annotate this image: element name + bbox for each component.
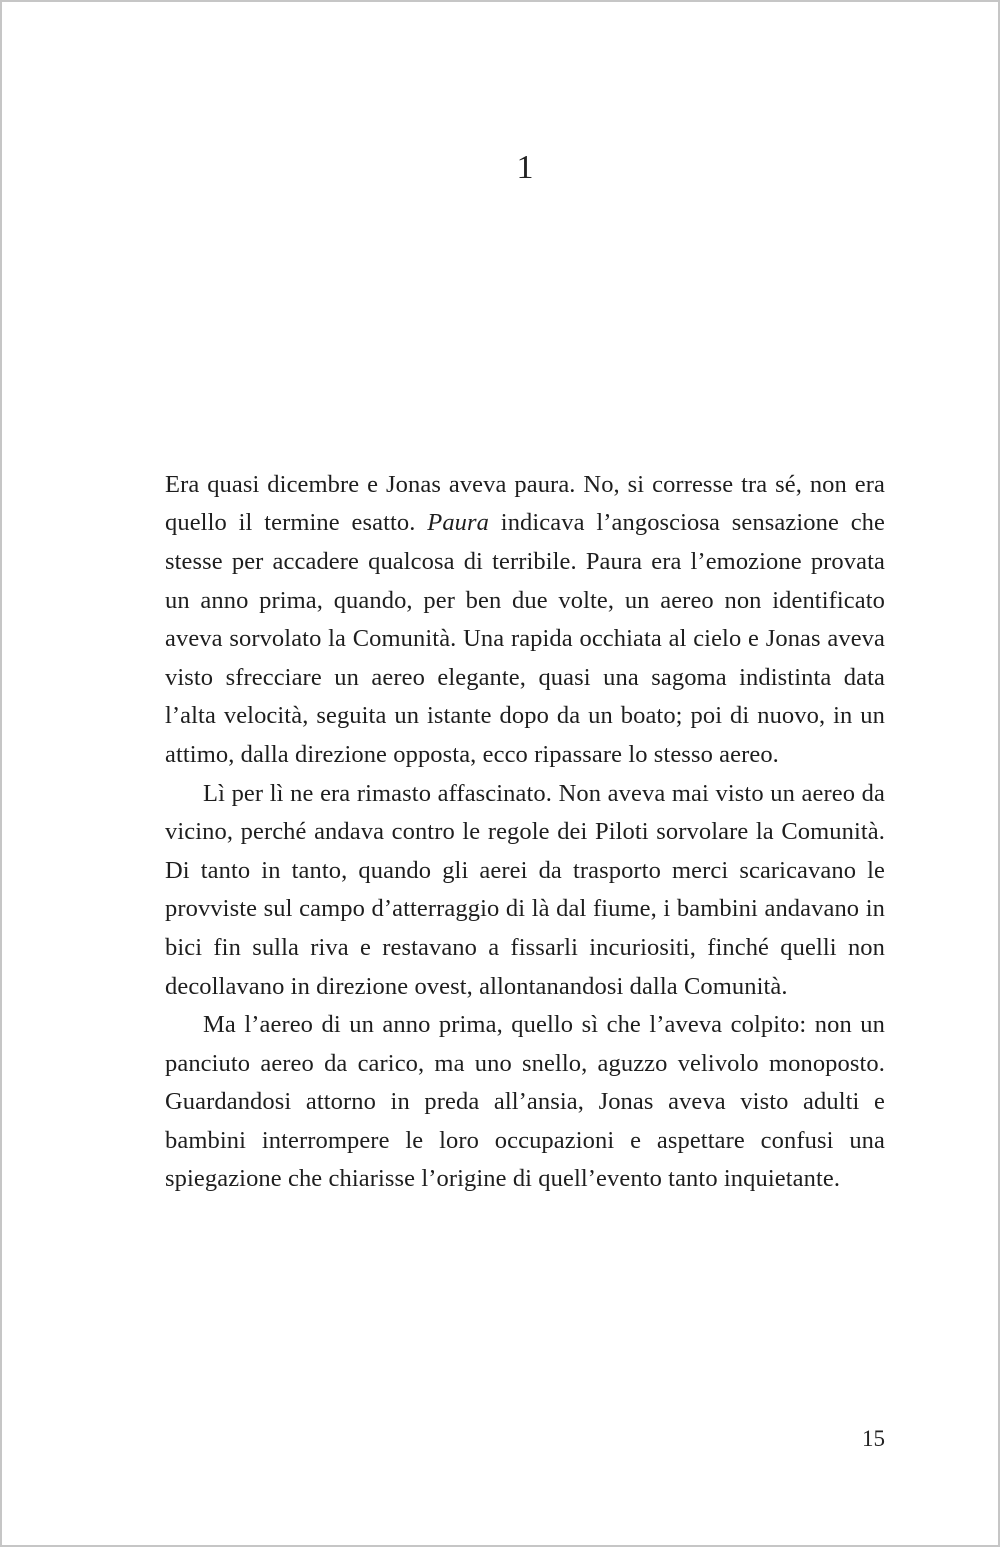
paragraph (165, 466, 885, 775)
paragraph (165, 1006, 885, 1199)
text-segment: Lì per lì ne era rimasto affascinato. Non aveva mai visto un aereo da vicino, perché andava contro le regole dei Piloti sorvolare la Comunità. Di tanto in tanto, quando gli aerei da trasporto merci scaricavano le provviste sul campo d’atterraggio di là dal fiume, i bambini andavano in bici fin sulla riva e restavano a fissarli incuriositi, finché quelli non decollavano in direzione ovest, allontanandosi dalla Comunità. (165, 779, 885, 1000)
chapter-number: 1 (516, 149, 534, 186)
text-segment: Ma l’aereo di un anno prima, quello sì che l’aveva colpito: non un panciuto aereo da carico, ma uno snello, aguzzo velivolo monoposto. Guardandosi attorno in preda all’ansia, Jonas aveva visto adulti e bambini interrompere le loro occupazioni e aspettare confusi una spiegazione che chiarisse l’origine di quell’evento tanto inquietante. (165, 1011, 885, 1193)
italic-text: Paura (427, 509, 490, 537)
page-number: 15 (862, 1426, 885, 1451)
text-segment: indicava l’angosciosa sensazione che stesse per accadere qualcosa di terribile. Paura era l’emozione provata un anno prima, quando, per ben due volte, un aereo non identificato aveva sorvolato la Comunità. Una rapida occhiata al cielo e Jonas aveva visto sfrecciare un aereo elegante, quasi una sagoma indistinta data l’alta velocità, seguita un istante dopo da un boato; poi di nuovo, in un attimo, dalla direzione opposta, ecco ripassare lo stesso aereo. (165, 509, 885, 768)
body-text (165, 466, 885, 1199)
paragraph (165, 775, 885, 1007)
text-segment: Era quasi dicembre e Jonas aveva paura. No, si corresse tra sé, non era quello il termine esatto. (165, 470, 885, 537)
